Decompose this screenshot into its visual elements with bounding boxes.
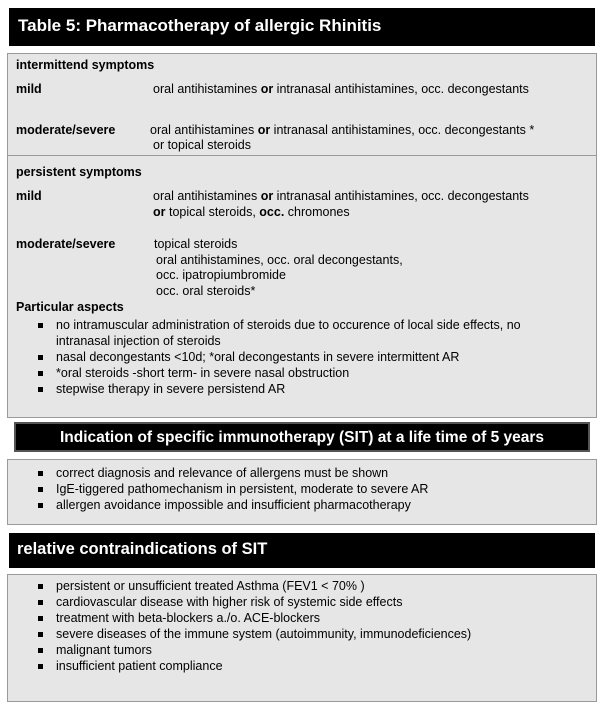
list-item: correct diagnosis and relevance of allergens must be shown xyxy=(38,465,588,481)
particular-heading: Particular aspects xyxy=(16,300,124,314)
persistent-moderate-label: moderate/severe xyxy=(16,237,116,251)
list-item: stepwise therapy in severe persistend AR xyxy=(38,381,593,397)
list-item: persistent or unsufficient treated Asthma (FEV1 < 70% ) xyxy=(38,578,588,594)
particular-list xyxy=(38,317,593,397)
persistent-mild-text: oral antihistamines or intranasal antihistamines, occ. decongestants xyxy=(153,189,529,203)
intermittent-mild-label: mild xyxy=(16,82,42,96)
persistent-heading: persistent symptoms xyxy=(16,165,142,179)
list-item: *oral steroids -short term- in severe nasal obstruction xyxy=(38,365,593,381)
list-item: allergen avoidance impossible and insufficient pharmacotherapy xyxy=(38,497,588,513)
intermittent-moderate-text-line2: or topical steroids xyxy=(153,138,251,152)
persistent-mild-text-line2: or topical steroids, occ. chromones xyxy=(153,205,350,219)
table5-divider xyxy=(7,155,597,156)
persistent-moderate-line: topical steroids xyxy=(154,237,238,251)
table5-title: Table 5: Pharmacotherapy of allergic Rhinitis xyxy=(9,8,595,46)
list-item: no intramuscular administration of steroids due to occurence of local side effects, no intranasal injection of steroids xyxy=(38,317,593,349)
contra-list xyxy=(38,578,588,674)
contra-title: relative contraindications of SIT xyxy=(9,533,595,568)
list-item: malignant tumors xyxy=(38,642,588,658)
list-item: nasal decongestants <10d; *oral decongestants in severe intermittent AR xyxy=(38,349,593,365)
persistent-mild-label: mild xyxy=(16,189,42,203)
intermittent-heading: intermittend symptoms xyxy=(16,58,155,72)
persistent-moderate-line: occ. oral steroids* xyxy=(156,284,256,298)
list-item: treatment with beta-blockers a./o. ACE-blockers xyxy=(38,610,588,626)
list-item: insufficient patient compliance xyxy=(38,658,588,674)
intermittent-mild-text: oral antihistamines or intranasal antihistamines, occ. decongestants xyxy=(153,82,529,96)
intermittent-moderate-text: oral antihistamines or intranasal antihistamines, occ. decongestants * xyxy=(150,123,535,137)
list-item: cardiovascular disease with higher risk of systemic side effects xyxy=(38,594,588,610)
persistent-moderate-line: occ. ipatropiumbromide xyxy=(156,268,286,282)
sit-title: Indication of specific immunotherapy (SIT) at a life time of 5 years xyxy=(14,422,590,452)
list-item: IgE-tiggered pathomechanism in persistent, moderate to severe AR xyxy=(38,481,588,497)
persistent-moderate-line: oral antihistamines, occ. oral decongestants, xyxy=(156,253,403,267)
intermittent-moderate-label: moderate/severe xyxy=(16,123,116,137)
sit-list xyxy=(38,465,588,513)
list-item: severe diseases of the immune system (autoimmunity, immunodeficiences) xyxy=(38,626,588,642)
